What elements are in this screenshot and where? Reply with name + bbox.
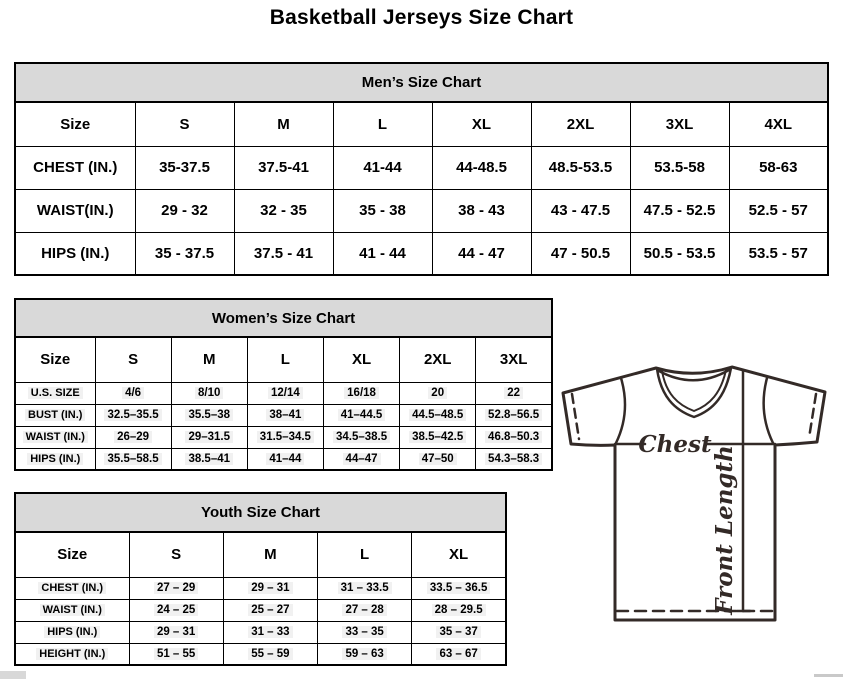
value-text: 8/10 [195,387,223,399]
value-text: 33 – 35 [342,626,386,638]
column-header: 3XL [630,102,729,146]
value-text: 35 – 37 [436,626,480,638]
value-cell [432,146,531,189]
value-text: 59 – 63 [342,648,386,660]
measurement-row [15,232,828,275]
value-text: 16/18 [344,387,379,399]
size-corner-header: Size [15,532,129,577]
value-text: 35 - 38 [359,202,406,219]
measurement-row [15,577,506,599]
value-text: 48.5-53.5 [548,159,613,176]
value-text: 55 – 59 [248,648,292,660]
row-label-cell [15,643,129,665]
value-text: 32.5–35.5 [104,409,161,421]
value-cell [247,448,323,470]
value-text: 63 – 67 [436,648,480,660]
value-cell [234,189,333,232]
row-label-text: HEIGHT (IN.) [36,648,108,660]
value-cell [400,426,476,448]
value-text: 27 – 28 [342,604,386,616]
youth-size-table [14,531,507,666]
value-cell [318,621,412,643]
value-cell [318,643,412,665]
column-header: L [318,532,412,577]
row-label-text: HIPS (IN.) [41,244,110,262]
value-text: 29 – 31 [154,626,198,638]
value-cell [333,232,432,275]
value-cell [729,189,828,232]
value-text: 27 – 29 [154,582,198,594]
value-cell [400,404,476,426]
column-header: XL [412,532,506,577]
value-cell [476,382,552,404]
value-cell [129,621,223,643]
value-text: 31 – 33.5 [338,582,392,594]
value-cell [323,426,399,448]
value-cell [247,382,323,404]
value-text: 50.5 - 53.5 [643,244,716,262]
column-header: 2XL [531,102,630,146]
value-cell [223,577,317,599]
value-text: 41–44.5 [338,409,386,421]
measurement-row [15,426,552,448]
page-edge-artifact-left [0,671,26,679]
row-label-text: WAIST (IN.) [40,604,105,616]
measurement-row [15,189,828,232]
value-cell [412,577,506,599]
value-text: 37.5-41 [258,159,309,176]
value-text: 35.5–58.5 [104,453,161,465]
value-text: 31.5–34.5 [257,431,314,443]
value-cell [531,146,630,189]
column-header: S [135,102,234,146]
value-text: 38.5–41 [185,453,233,465]
value-text: 54.3–58.3 [485,453,542,465]
value-cell [171,404,247,426]
column-header: 4XL [729,102,828,146]
value-cell [171,426,247,448]
measurement-row [15,404,552,426]
page-title: Basketball Jerseys Size Chart [269,6,574,29]
value-text: 32 - 35 [260,202,307,219]
value-cell [95,382,171,404]
value-cell [476,404,552,426]
row-label-cell [15,232,135,275]
value-text: 43 - 47.5 [550,202,611,219]
column-header-row [15,337,552,382]
value-cell [171,448,247,470]
mens-size-chart [14,62,829,276]
value-cell [223,599,317,621]
column-header-row [15,102,828,146]
value-text: 53.5-58 [654,159,705,176]
column-header-row [15,532,506,577]
jersey-measurement-diagram [554,354,834,634]
value-text: 33.5 – 36.5 [427,582,491,594]
column-header: XL [323,337,399,382]
measurement-row [15,382,552,404]
row-label-cell [15,448,95,470]
row-label-text: WAIST (IN.) [23,431,88,443]
row-label-cell [15,621,129,643]
jersey-outline [563,367,825,620]
value-text: 22 [504,387,523,399]
youth-size-chart [14,492,507,666]
value-text: 44.5–48.5 [409,409,466,421]
value-text: 41–44 [266,453,304,465]
value-cell [630,189,729,232]
value-text: 20 [428,387,447,399]
value-cell [129,577,223,599]
youth-size-chart-title: Youth Size Chart [14,492,507,533]
value-cell [323,448,399,470]
value-text: 29 - 32 [161,202,208,219]
value-cell [318,577,412,599]
value-cell [323,382,399,404]
column-header: M [223,532,317,577]
value-cell [95,404,171,426]
value-cell [476,448,552,470]
value-cell [400,448,476,470]
value-text: 41 - 44 [359,244,406,262]
column-header: M [234,102,333,146]
value-cell [135,146,234,189]
size-corner-header: Size [15,337,95,382]
value-text: 53.5 - 57 [748,244,808,262]
value-text: 38–41 [266,409,304,421]
value-text: 52.8–56.5 [485,409,542,421]
value-cell [129,599,223,621]
value-text: 4/6 [122,387,144,399]
row-label-cell [15,426,95,448]
row-label-text: BUST (IN.) [25,409,85,421]
size-corner-header: Size [15,102,135,146]
value-text: 47–50 [419,453,457,465]
column-header: S [129,532,223,577]
mens-size-chart-title: Men’s Size Chart [14,62,829,103]
value-cell [234,232,333,275]
value-text: 34.5–38.5 [333,431,390,443]
measurement-row [15,621,506,643]
value-text: 46.8–50.3 [485,431,542,443]
row-label-cell [15,189,135,232]
value-cell [412,621,506,643]
row-label-text: HIPS (IN.) [44,626,100,638]
value-cell [247,426,323,448]
value-text: 24 – 25 [154,604,198,616]
value-text: 28 – 29.5 [432,604,486,616]
value-cell [333,189,432,232]
value-text: 29–31.5 [185,431,233,443]
column-header: 3XL [476,337,552,382]
measurement-row [15,643,506,665]
value-text: 26–29 [114,431,152,443]
value-cell [247,404,323,426]
row-label-text: WAIST(IN.) [36,202,114,219]
value-cell [412,643,506,665]
value-text: 51 – 55 [154,648,198,660]
value-text: 35 - 37.5 [154,244,215,262]
value-cell [223,643,317,665]
value-cell [729,232,828,275]
value-cell [630,232,729,275]
value-cell [412,599,506,621]
value-text: 35-37.5 [159,159,210,176]
value-cell [234,146,333,189]
value-cell [432,189,531,232]
column-header: M [171,337,247,382]
value-cell [135,232,234,275]
column-header: L [333,102,432,146]
value-cell [223,621,317,643]
value-text: 52.5 - 57 [748,202,808,219]
value-text: 38 - 43 [458,202,505,219]
mens-size-table [14,101,829,276]
row-label-cell [15,577,129,599]
value-text: 31 – 33 [248,626,292,638]
measurement-row [15,448,552,470]
value-cell [135,189,234,232]
value-cell [95,426,171,448]
value-cell [630,146,729,189]
value-cell [531,189,630,232]
value-text: 25 – 27 [248,604,292,616]
value-text: 41-44 [363,159,402,176]
column-header: S [95,337,171,382]
measurement-row [15,599,506,621]
value-text: 44-48.5 [456,159,507,176]
value-cell [95,448,171,470]
row-label-text: U.S. SIZE [28,387,83,399]
womens-size-chart-title: Women’s Size Chart [14,298,553,338]
value-cell [129,643,223,665]
column-header: L [247,337,323,382]
row-label-cell [15,404,95,426]
value-text: 35.5–38 [185,409,233,421]
front-length-label: Front Length [711,445,738,615]
row-label-cell [15,382,95,404]
value-text: 47.5 - 52.5 [643,202,716,219]
value-text: 44 - 47 [458,244,505,262]
value-text: 47 - 50.5 [550,244,611,262]
row-label-text: CHEST (IN.) [38,582,106,594]
value-cell [432,232,531,275]
measurement-row [15,146,828,189]
row-label-text: HIPS (IN.) [27,453,83,465]
value-text: 44–47 [343,453,381,465]
value-cell [318,599,412,621]
value-text: 58-63 [759,159,798,176]
value-cell [476,426,552,448]
column-header: XL [432,102,531,146]
value-cell [400,382,476,404]
page-edge-artifact-right [814,674,843,677]
value-text: 37.5 - 41 [253,244,314,262]
row-label-cell [15,599,129,621]
value-text: 29 – 31 [248,582,292,594]
value-cell [531,232,630,275]
row-label-text: CHEST (IN.) [33,159,118,176]
womens-size-table [14,336,553,471]
value-text: 12/14 [268,387,303,399]
value-cell [171,382,247,404]
value-text: 38.5–42.5 [409,431,466,443]
row-label-cell [15,146,135,189]
value-cell [323,404,399,426]
column-header: 2XL [400,337,476,382]
value-cell [333,146,432,189]
chest-label: Chest [638,431,712,458]
value-cell [729,146,828,189]
womens-size-chart [14,298,553,471]
